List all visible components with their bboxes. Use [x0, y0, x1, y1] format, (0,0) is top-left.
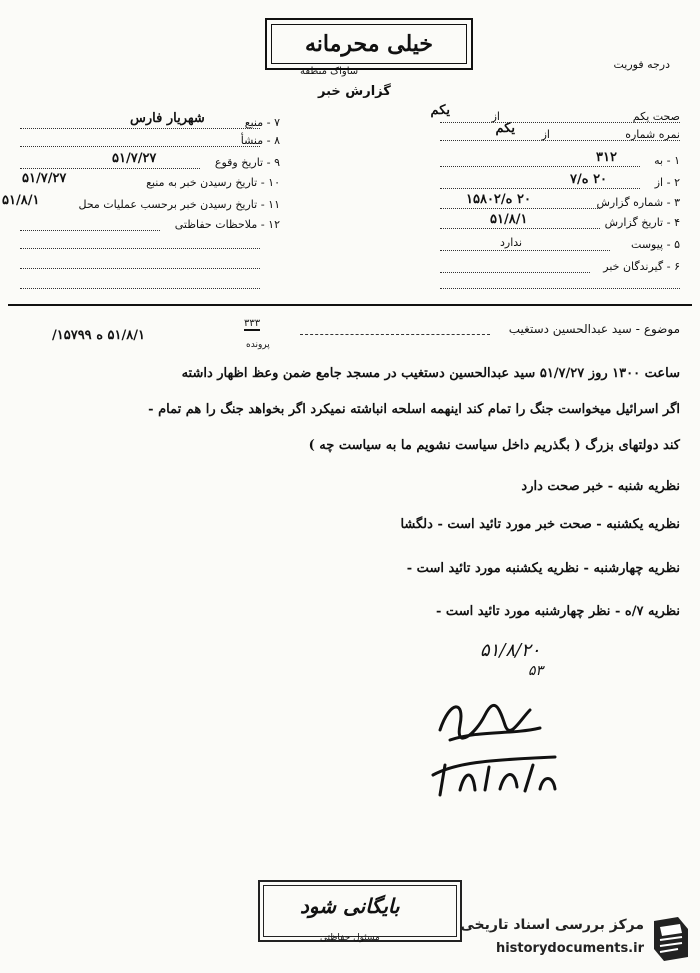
field-3-label: ۳ - شماره گزارش: [596, 196, 680, 209]
reference-number: ۵۱/۸/۱ ه ۱۵۷۹۹/: [52, 328, 145, 343]
field-1-value: ۳۱۲: [596, 150, 617, 165]
body-line-6: نظریه چهارشنبه - نظریه یکشنبه مورد تائید است -: [406, 561, 680, 576]
rating-line-1: صحت یکم: [632, 110, 680, 123]
rating-line-2-value: یکم: [495, 121, 515, 136]
body-line-3: کند دولتهای بزرگ ( بگذریم داخل سیاست نشویم ما به سیاست چه ): [308, 438, 680, 453]
subject-line: موضوع - سید عبدالحسین دستغیب: [508, 322, 680, 336]
field-5-value: ندارد: [500, 236, 523, 249]
field-1-label: ۱ - به: [654, 154, 680, 167]
classification-stamp-text: خیلی محرمانه: [271, 24, 467, 64]
seal-subtitle: مسئول حفاظتی: [320, 933, 380, 943]
handwritten-number: ۵۳: [528, 663, 544, 679]
field-2-value: ۲۰ ه/۷: [570, 172, 608, 187]
archive-logo-icon: [648, 913, 694, 963]
divider-line: [8, 304, 692, 306]
field-4-label: ۴ - تاریخ گزارش: [604, 216, 680, 229]
rating-line-1-value: یکم: [430, 103, 450, 118]
body-line-4: نظریه شنبه - خبر صحت دارد: [521, 479, 680, 494]
reference-mark-sub: پرونده: [246, 340, 270, 350]
reference-mark: ۳۳۳: [244, 318, 261, 329]
urgency-label: درجه فوریت: [613, 58, 670, 71]
watermark-logo: [448, 907, 700, 973]
signature-1: [430, 690, 550, 750]
report-title: گزارش خبر: [318, 84, 391, 99]
handwritten-date: ۵۱/۸/۲۰: [480, 640, 541, 661]
field-9-label: ۹ - تاریخ وقوع: [214, 156, 280, 169]
field-4-value: ۵۱/۸/۱: [490, 212, 528, 227]
field-6-label: ۶ - گیرندگان خبر: [603, 260, 680, 273]
field-5-label: ۵ - پیوست: [631, 238, 680, 251]
field-8-label: ۸ - منشأ: [240, 134, 280, 147]
classification-stamp: [265, 18, 473, 70]
rating-line-2-from: از: [541, 128, 550, 141]
rating-line-1-from: از: [491, 110, 500, 123]
field-9-value: ۵۱/۷/۲۷: [112, 151, 157, 166]
body-line-1: ساعت ۱۳۰۰ روز ۵۱/۷/۲۷ سید عبدالحسین دستغیب در مسجد جامع ضمن وعظ اظهار داشته: [181, 366, 680, 381]
rating-line-2: نمره شماره: [625, 128, 680, 141]
body-line-7: نظریه ۷/ه - نظر چهارشنبه مورد تائید است -: [436, 604, 680, 619]
seal-text: بایگانی شود: [300, 894, 400, 918]
stamp-subtitle: ساواک منطقه: [300, 66, 359, 77]
watermark-url: historydocuments.ir: [495, 941, 644, 956]
body-line-5: نظریه یکشنبه - صحت خبر مورد تائید است - دلگشا: [400, 517, 680, 532]
field-11-value: ۵۱/۸/۱: [2, 193, 40, 208]
field-11-label: ۱۱ - تاریخ رسیدن خبر برحسب عملیات محل: [78, 198, 280, 211]
field-10-value: ۵۱/۷/۲۷: [22, 171, 67, 186]
field-7-value: شهریار فارس: [130, 111, 205, 126]
body-line-2: اگر اسرائیل میخواست جنگ را تمام کند اینهمه اسلحه انباشته نمیکرد اگر بخواهد جنگ را هم تمام -: [148, 402, 680, 417]
field-7-label: ۷ - منبع: [244, 116, 280, 129]
watermark-name: مرکز بررسی اسناد تاریخی: [460, 917, 644, 933]
signature-2: [425, 745, 565, 800]
field-2-label: ۲ - از: [654, 176, 680, 189]
field-10-label: ۱۰ - تاریخ رسیدن خبر به منبع: [146, 176, 280, 189]
field-3-value: ۲۰ ه/۱۵۸۰۲: [466, 192, 531, 207]
field-12-label: ۱۲ - ملاحظات حفاظتی: [174, 218, 280, 231]
